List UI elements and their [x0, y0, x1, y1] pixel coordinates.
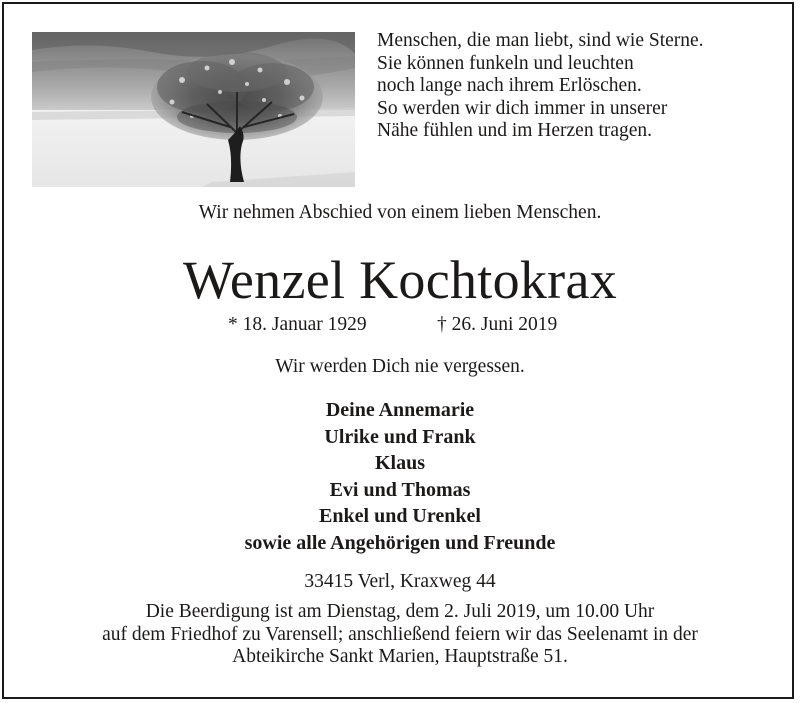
memorial-line: Wir werden Dich nie vergessen.: [275, 356, 525, 377]
mourners-list: [0, 397, 800, 557]
mourner-entry: Ulrike und Frank: [324, 425, 476, 448]
poem-line: Nähe fühlen und im Herzen tragen.: [377, 120, 653, 141]
mourner-entry: sowie alle Angehörigen und Freunde: [244, 531, 556, 554]
funeral-info: [0, 601, 800, 669]
funeral-line: auf dem Friedhof zu Varensell; anschließend feiern wir das Seelenamt in der: [102, 623, 698, 645]
poem-line: So werden wir dich immer in unserer: [377, 97, 668, 119]
mourners-address: 33415 Verl, Kraxweg 44: [304, 571, 496, 592]
birth-date: * 18. Januar 1929: [228, 314, 367, 335]
tree-photo: [32, 32, 355, 187]
deceased-name: Wenzel Kochtokrax: [182, 250, 618, 310]
poem-line: Menschen, die man liebt, sind wie Sterne.: [377, 30, 704, 51]
poem: [377, 30, 777, 143]
poem-line: noch lange nach ihrem Erlöschen.: [377, 75, 642, 96]
poem-line: Sie können funkeln und leuchten: [377, 52, 634, 74]
mourner-entry: Klaus: [374, 452, 426, 475]
funeral-line: Abteikirche Sankt Marien, Hauptstraße 51.: [232, 646, 568, 667]
farewell-text: Wir nehmen Abschied von einem lieben Menschen.: [198, 202, 602, 223]
death-date: † 26. Juni 2019: [437, 314, 558, 335]
tree-icon: [32, 32, 355, 187]
mourner-entry: Evi und Thomas: [329, 478, 471, 501]
mourner-entry: Enkel und Urenkel: [319, 505, 481, 528]
mourner-entry: Deine Annemarie: [325, 399, 475, 421]
funeral-line: Die Beerdigung ist am Dienstag, dem 2. Juli 2019, um 10.00 Uhr: [145, 601, 655, 622]
